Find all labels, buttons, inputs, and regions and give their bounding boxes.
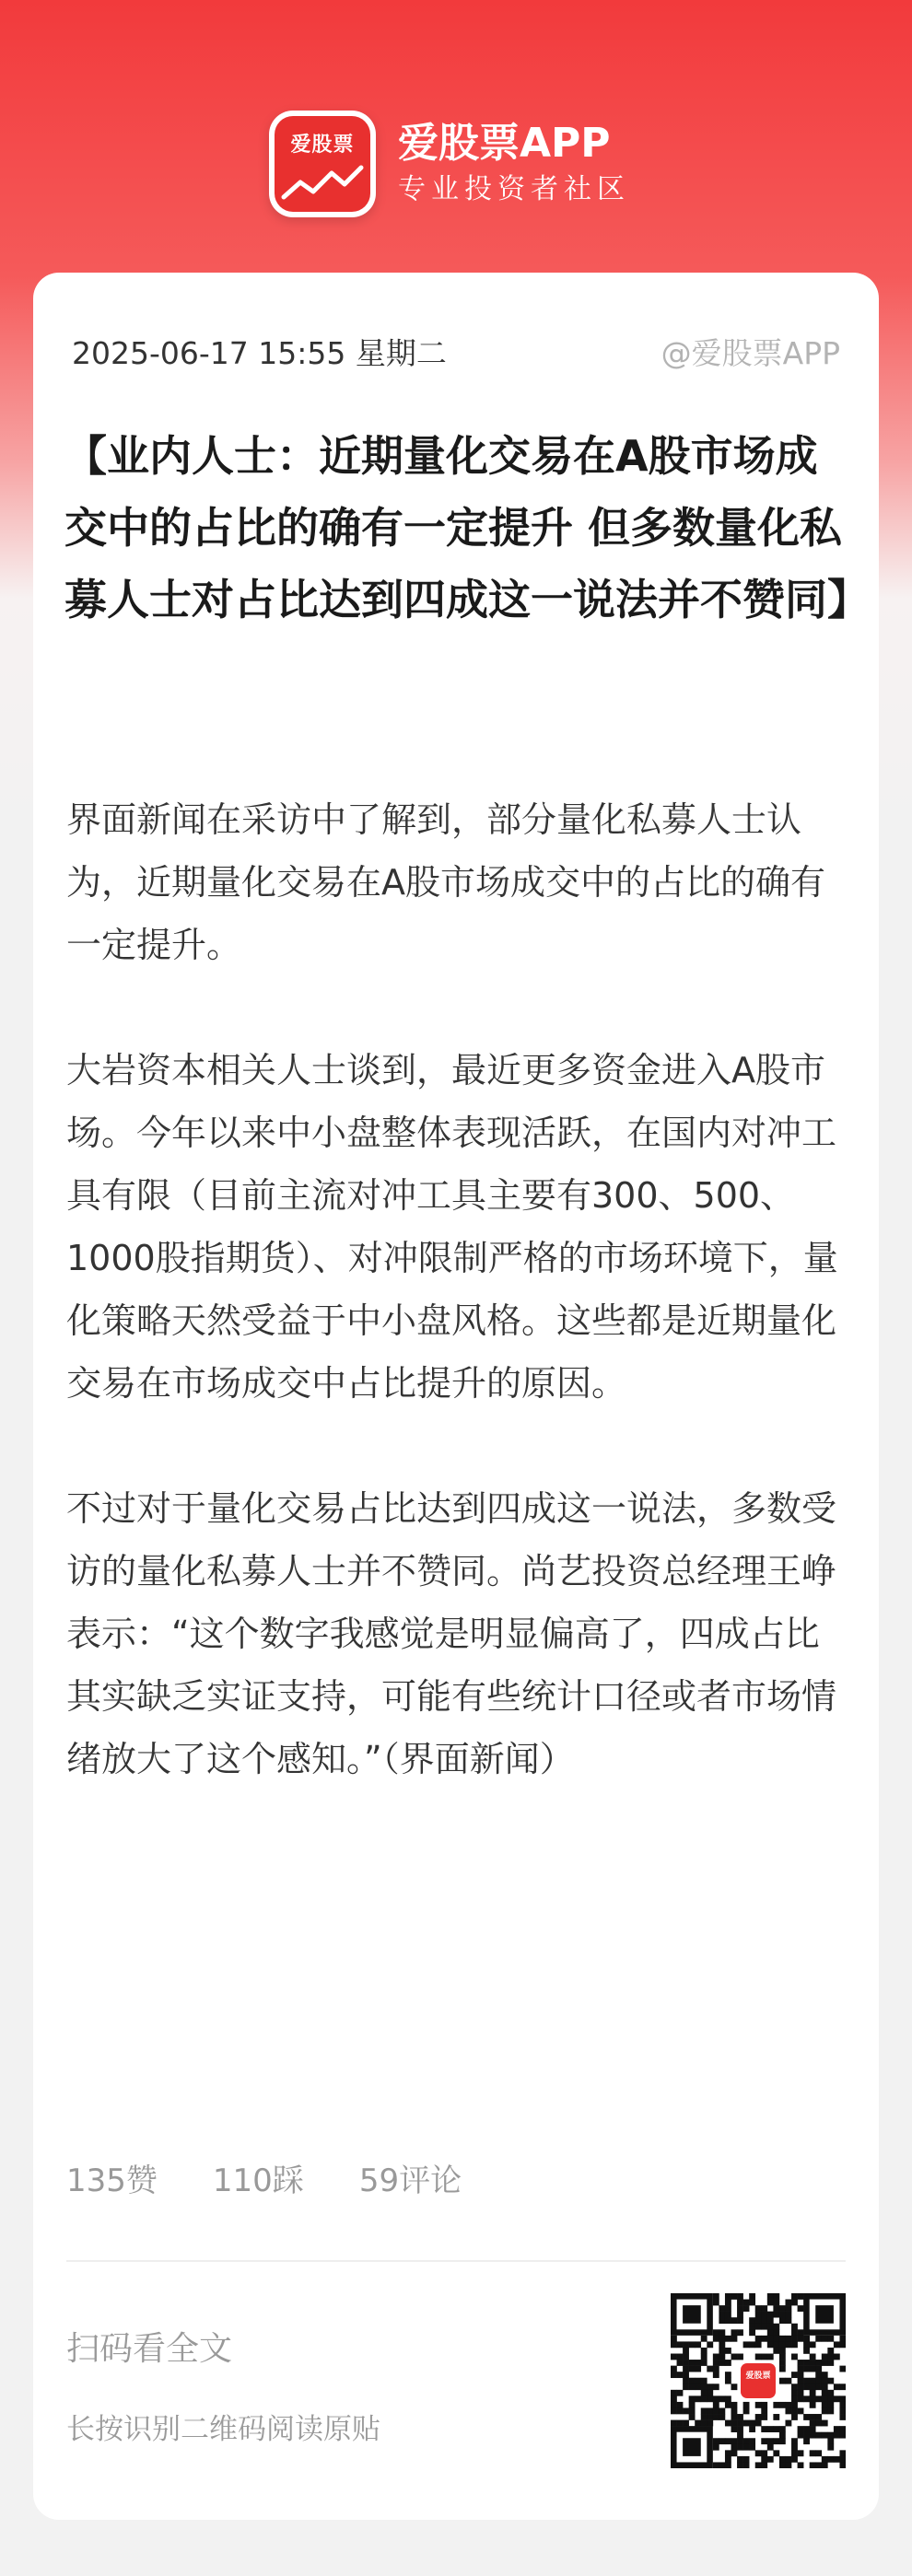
qr-logo bbox=[738, 2360, 778, 2401]
brand-header bbox=[269, 109, 656, 219]
article-body bbox=[66, 788, 851, 1790]
article-headline: 【业内人士：近期量化交易在A股市场成交中的占比的确有一定提升 但多数量化私募人士对占比达到四成这一说法并不赞同】 bbox=[64, 431, 870, 624]
qr-logo-text: 爱股票 bbox=[741, 2363, 776, 2398]
brand-slogan: 专业投资者社区 bbox=[398, 173, 630, 205]
article-datetime: 2025-06-17 15:55 星期二 bbox=[72, 335, 447, 371]
article-paragraph: 不过对于量化交易占比达到四成这一说法，多数受访的量化私募人士并不赞同。尚艺投资总经理王峥表示：“这个数字我感觉是明显偏高了，四成占比其实缺乏实证支持，可能有些统计口径或者市场情绪放大了这个感知。”（界面新闻） bbox=[66, 1488, 837, 1779]
article-paragraph: 大岩资本相关人士谈到，最近更多资金进入A股市场。今年以来中小盘整体表现活跃，在国内对冲工具有限（目前主流对冲工具主要有300、500、1000股指期货）、对冲限制严格的市场环境下，量化策略天然受益于中小盘风格。这些都是近期量化交易在市场成交中占比提升的原因。 bbox=[66, 1050, 838, 1404]
comment-count[interactable]: 59评论 bbox=[358, 2162, 462, 2199]
qr-code[interactable] bbox=[671, 2293, 846, 2468]
stock-chart-icon bbox=[280, 162, 365, 204]
dislike-count[interactable]: 110踩 bbox=[212, 2162, 304, 2199]
scan-title: 扫码看全文 bbox=[66, 2330, 233, 2368]
article-card bbox=[33, 273, 879, 2520]
scan-hint: 长按识别二维码阅读原贴 bbox=[66, 2413, 380, 2446]
article-stats bbox=[66, 2155, 517, 2200]
divider bbox=[66, 2260, 846, 2262]
app-logo-badge bbox=[275, 116, 370, 212]
app-logo bbox=[269, 111, 376, 217]
article-paragraph: 界面新闻在采访中了解到，部分量化私募人士认为，近期量化交易在A股市场成交中的占比的确有一定提升。 bbox=[66, 799, 825, 965]
like-count[interactable]: 135赞 bbox=[66, 2162, 158, 2199]
article-source[interactable]: @爱股票APP bbox=[661, 335, 840, 371]
brand-name: 爱股票APP bbox=[398, 120, 611, 167]
article-meta bbox=[72, 330, 840, 373]
app-logo-text: 爱股票 bbox=[290, 134, 355, 157]
